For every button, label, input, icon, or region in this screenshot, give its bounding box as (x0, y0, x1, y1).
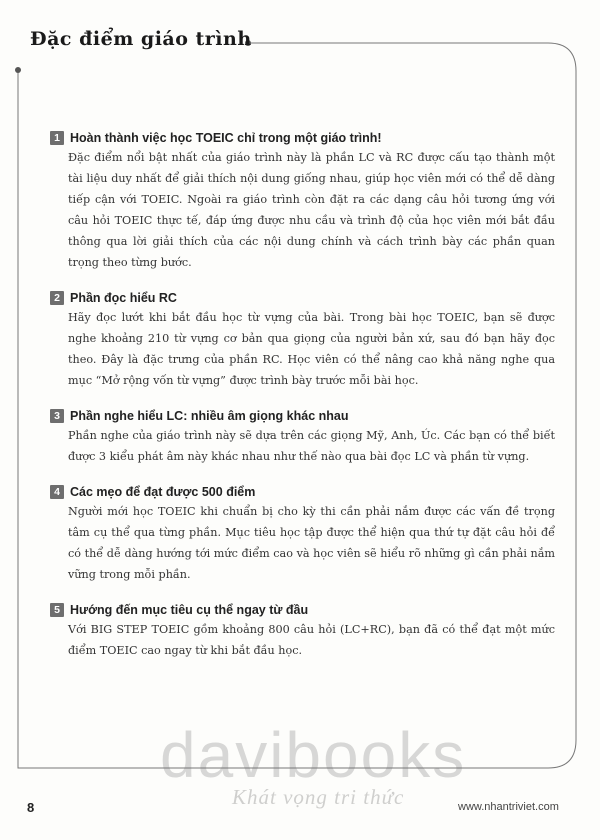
section-heading (50, 603, 555, 617)
feature-section-5 (50, 603, 555, 661)
section-body: Với BIG STEP TOEIC gồm khoảng 800 câu hỏi (LC+RC), bạn đã có thể đạt một mức điểm TOEIC cao ngay từ khi bắt đầu học. (68, 623, 555, 657)
section-number-badge: 5 (50, 603, 64, 617)
feature-section-3 (50, 409, 555, 467)
section-body: Hãy đọc lướt khi bắt đầu học từ vựng của bài. Trong bài học TOEIC, bạn sẽ được nghe khoảng 210 từ vựng cơ bản qua giọng của người bản xứ, sau đó bạn hãy đọc theo. Đây là đặc trưng của phần RC. Học viên có thể nâng cao khả năng nghe qua mục “Mở rộng vốn từ vựng” được trình bày trước mỗi bài học. (68, 311, 555, 387)
section-heading (50, 131, 555, 145)
section-heading (50, 291, 555, 305)
section-number-badge: 2 (50, 291, 64, 305)
page-number: 8 (27, 800, 35, 815)
section-title: Phần nghe hiểu LC: nhiều âm giọng khác nhau (70, 409, 349, 423)
section-number-badge: 4 (50, 485, 64, 499)
frame-corner-dot (15, 67, 21, 73)
section-heading (50, 485, 555, 499)
section-heading (50, 409, 555, 423)
watermark-tagline: Khát vọng tri thức (232, 785, 405, 809)
feature-section-2 (50, 291, 555, 391)
section-number-badge: 1 (50, 131, 64, 145)
page-title: Đặc điểm giáo trình (30, 28, 252, 50)
section-number-badge: 3 (50, 409, 64, 423)
section-title: Hoàn thành việc học TOEIC chỉ trong một giáo trình! (70, 131, 382, 145)
section-body: Phần nghe của giáo trình này sẽ dựa trên các giọng Mỹ, Anh, Úc. Các bạn có thể biết được 3 kiểu phát âm này khác nhau như thế nào qua bài đọc LC và phần từ vựng. (68, 429, 555, 463)
section-body: Đặc điểm nổi bật nhất của giáo trình này là phần LC và RC được cấu tạo thành một tài liệu duy nhất để giải thích nội dung giống nhau, giúp học viên mới có thể dễ dàng tiếp cận với TOEIC. Ngoài ra giáo trình còn đặt ra các dạng câu hỏi tương ứng với câu hỏi TOEIC thực tế, đáp ứng được nhu cầu và trình độ của học viên mới bắt đầu thông qua lời giải thích của các nội dung chính và cách trình bày các phần quan trọng theo từng bước. (68, 151, 555, 269)
feature-section-1 (50, 131, 555, 273)
feature-section-4 (50, 485, 555, 585)
section-title: Phần đọc hiểu RC (70, 291, 177, 305)
website-url[interactable]: www.nhantriviet.com (458, 801, 559, 813)
section-body: Người mới học TOEIC khi chuẩn bị cho kỳ thi cần phải nắm được các vấn đề trọng tâm cụ thể qua từng phần. Mục tiêu học tập được thể hiện qua thứ tự đặt câu hỏi để có thể dễ dàng hướng tới mức điểm cao và học viên sẽ hiểu rõ những gì cần phải nắm vững trong mỗi phần. (68, 505, 555, 581)
watermark-brand: davibooks (160, 719, 467, 791)
section-title: Các mẹo để đạt được 500 điểm (70, 485, 256, 499)
features-list (50, 131, 555, 679)
section-title: Hướng đến mục tiêu cụ thể ngay từ đầu (70, 603, 309, 617)
